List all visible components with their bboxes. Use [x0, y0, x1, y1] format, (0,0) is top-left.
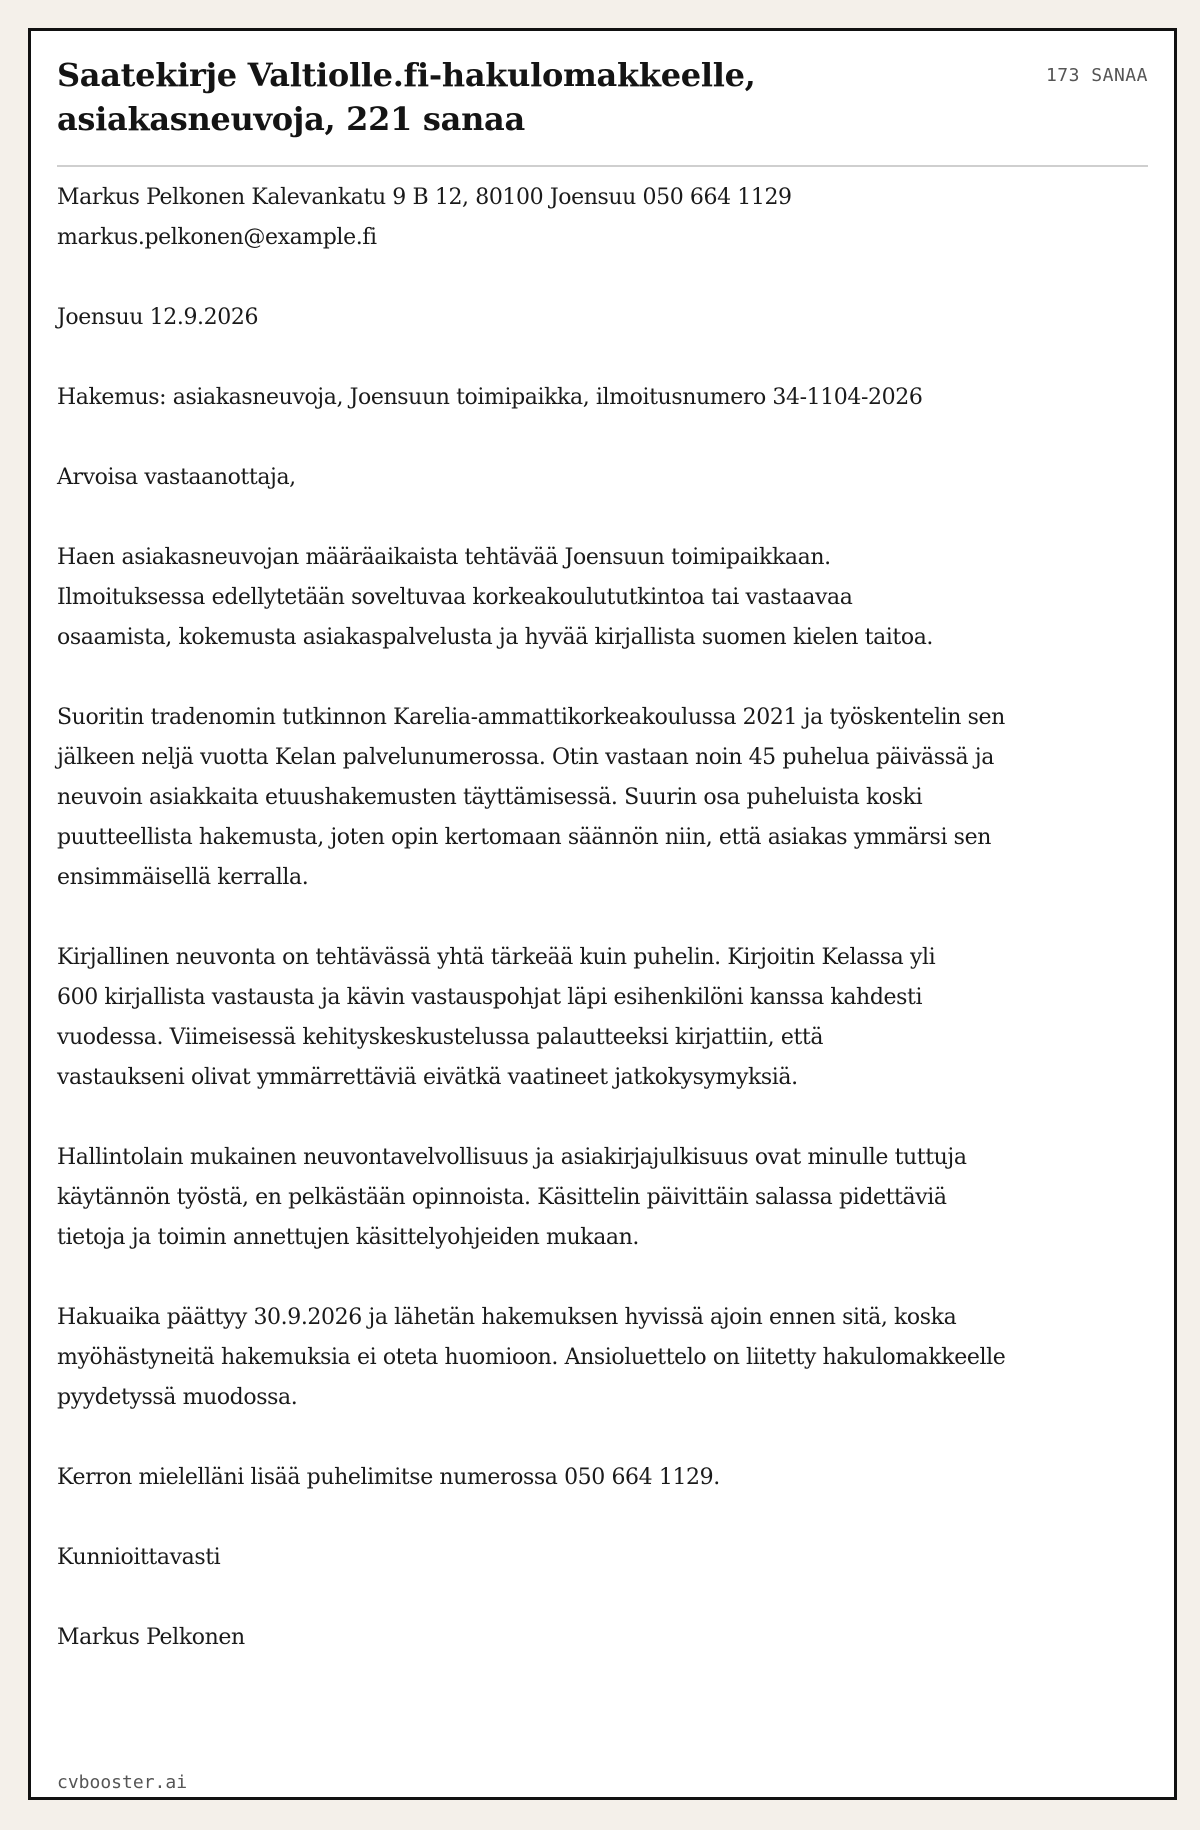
letter-paragraph: Hakuaika päättyy 30.9.2026 ja lähetän hakemuksen hyvissä ajoin ennen sitä, koska myöhästyneitä hakemuksia ei oteta huomioon. Ansioluettelo on liitetty hakulomakkeelle pyydetyssä muodossa. [57, 1305, 1006, 1410]
brand-watermark: cvbooster.ai [57, 1772, 188, 1793]
subject-line: Hakemus: asiakasneuvoja, Joensuun toimipaikka, ilmoitusnumero 34-1104-2026 [57, 385, 923, 410]
sender-address-line: Markus Pelkonen Kalevankatu 9 B 12, 80100 Joensuu 050 664 1129 [57, 185, 792, 210]
sender-details [57, 178, 1057, 258]
letter-paragraph: Haen asiakasneuvojan määräaikaista tehtävää Joensuun toimipaikkaan. Ilmoituksessa edellytetään soveltuvaa korkeakoulututkintoa tai vastaavaa osaamista, kokemusta asiakaspalvelusta ja hyvää kirjallista suomen kielen taitoa. [57, 545, 934, 650]
salutation: Arvoisa vastaanottaja, [57, 465, 296, 490]
place-and-date: Joensuu 12.9.2026 [57, 305, 259, 330]
word-count-badge: 173 SANAA [1045, 65, 1148, 86]
letter-paragraph: Kirjallinen neuvonta on tehtävässä yhtä tärkeää kuin puhelin. Kirjoitin Kelassa yli 600 kirjallista vastausta ja kävin vastauspohjat läpi esihenkilöni kanssa kahdesti vuodessa. Viimeisessä kehityskeskustelussa palautteeksi kirjattiin, että vastaukseni olivat ymmärrettäviä eivätkä vaatineet jatkokysymyksiä. [57, 945, 936, 1090]
letter-body [57, 178, 1057, 1698]
document-title: Saatekirje Valtiolle.fi-hakulomakkeelle, asiakasneuvoja, 221 sanaa [57, 56, 756, 138]
letter-sheet [28, 28, 1177, 1800]
document-header [57, 53, 1148, 167]
letter-paragraph: Hallintolain mukainen neuvontavelvollisuus ja asiakirjajulkisuus ovat minulle tuttuja käytännön työstä, en pelkästään opinnoista. Käsittelin päivittäin salassa pidettäviä tietoja ja toimin annettujen käsittelyohjeiden mukaan. [57, 1145, 967, 1250]
letter-paragraph: Kerron mielelläni lisää puhelimitse numerossa 050 664 1129. [57, 1465, 720, 1490]
letter-paragraph: Suoritin tradenomin tutkinnon Karelia-ammattikorkeakoulussa 2021 ja työskentelin sen jälkeen neljä vuotta Kelan palvelunumerossa. Otin vastaan noin 45 puhelua päivässä ja neuvoin asiakkaita etuushakemusten täyttämisessä. Suurin osa puheluista koski puutteellista hakemusta, joten opin kertomaan säännön niin, että asiakas ymmärsi sen ensimmäisellä kerralla. [57, 705, 1005, 890]
sender-email: markus.pelkonen@example.fi [57, 225, 377, 250]
closing-phrase: Kunnioittavasti [57, 1545, 221, 1570]
signature-name: Markus Pelkonen [57, 1625, 245, 1650]
